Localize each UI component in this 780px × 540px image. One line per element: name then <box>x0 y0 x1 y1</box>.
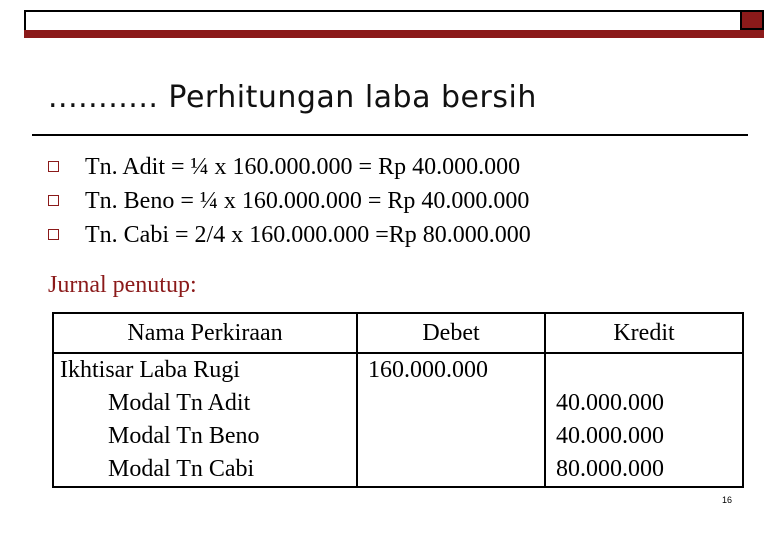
hollow-square-icon <box>48 161 59 172</box>
accounts-cell <box>53 353 357 487</box>
journal-table <box>52 312 744 488</box>
header-debet: Debet <box>357 313 545 353</box>
debet-value: 160.000.000 <box>368 357 488 383</box>
bullet-item <box>48 150 531 184</box>
kredit-value: 40.000.000 <box>556 423 664 449</box>
bullet-text: Tn. Adit = ¼ x 160.000.000 = Rp 40.000.000 <box>85 154 521 180</box>
header-kredit: Kredit <box>545 313 743 353</box>
bullet-item <box>48 184 531 218</box>
kredit-value: 80.000.000 <box>556 456 664 482</box>
header-corner-box <box>740 10 764 30</box>
bullet-text: Tn. Beno = ¼ x 160.000.000 = Rp 40.000.000 <box>85 188 530 214</box>
jurnal-label: Jurnal penutup: <box>48 272 197 298</box>
table-row <box>53 353 743 487</box>
bullet-item <box>48 218 531 252</box>
slide-header-bar <box>24 10 764 38</box>
header-nama-perkiraan: Nama Perkiraan <box>53 313 357 353</box>
kredit-cell <box>545 353 743 487</box>
account-name: Modal Tn Beno <box>108 423 260 449</box>
debet-cell <box>357 353 545 487</box>
account-name: Ikhtisar Laba Rugi <box>60 357 240 383</box>
bullet-text: Tn. Cabi = 2/4 x 160.000.000 =Rp 80.000.000 <box>85 222 531 248</box>
account-name: Modal Tn Adit <box>108 390 251 416</box>
hollow-square-icon <box>48 195 59 206</box>
table-header-row <box>53 313 743 353</box>
page-number: 16 <box>722 495 733 505</box>
header-stripe <box>24 30 764 38</box>
title-divider <box>32 134 748 136</box>
kredit-value: 40.000.000 <box>556 390 664 416</box>
hollow-square-icon <box>48 229 59 240</box>
kredit-spacer <box>546 354 742 387</box>
account-name: Modal Tn Cabi <box>108 456 255 482</box>
bullet-list <box>48 150 531 252</box>
slide-title: ........... Perhitungan laba bersih <box>48 80 537 115</box>
